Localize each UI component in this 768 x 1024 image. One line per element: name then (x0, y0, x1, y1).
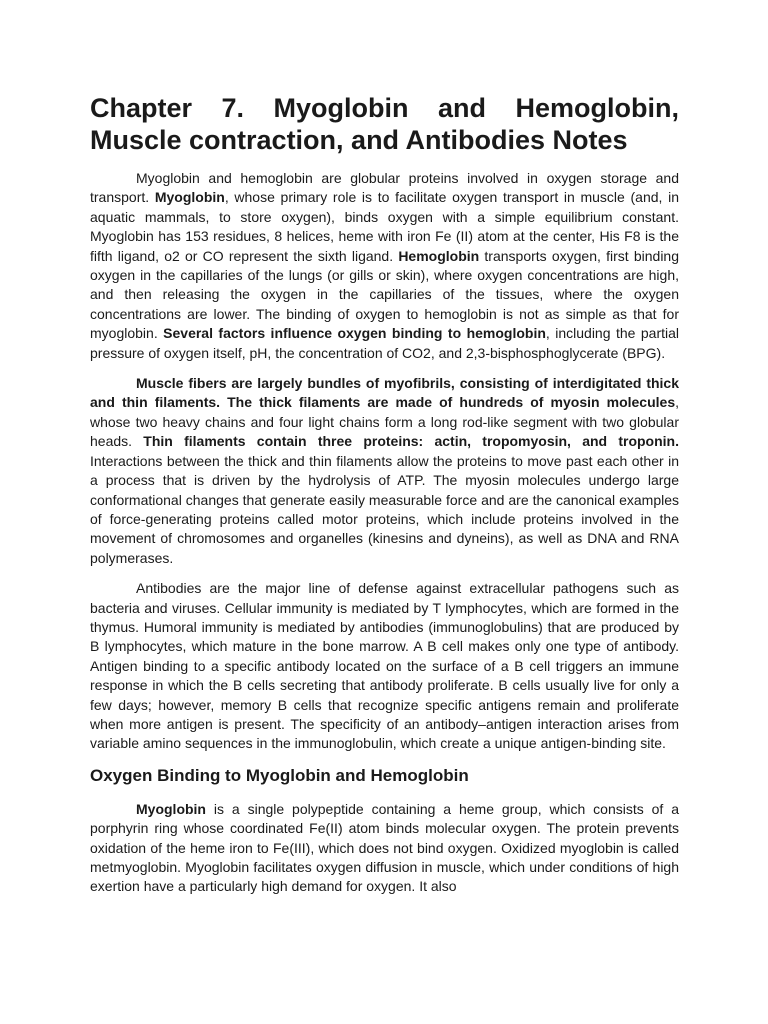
chapter-title: Chapter 7. Myoglobin and Hemoglobin, Muscle contraction, and Antibodies Notes (90, 93, 679, 155)
text-run: is a single polypeptide containing a heme group, which consists of a porphyrin ring whose coordinated Fe(II) atom binds molecular oxygen. The protein prevents oxidation of the heme iron to Fe(III), which does not bind oxygen. Oxidized myoglobin is called metmyoglobin. Myoglobin facilitates oxygen diffusion in muscle, which under conditions of high exertion have a particularly high demand for oxygen. It also (90, 800, 679, 895)
bold-term: Several factors influence oxygen binding to hemoglobin (163, 325, 546, 342)
text-run: Myoglobin and hemoglobin are globular proteins involved in oxygen storage and transport. (90, 170, 679, 206)
paragraph-antibodies: Antibodies are the major line of defense against extracellular pathogens such as bacteria and viruses. Cellular immunity is mediated by T lymphocytes, which are formed in the thymus. Humoral immunity is mediated by antibodies (immunoglobulins) that are produced by B lymphocytes, which mature in the bone marrow. A B cell makes only one type of antibody. Antigen binding to a specific antibody located on the surface of a B cell triggers an immune response in which the B cells secreting that antibody proliferate. B cells usually live for only a few days; however, memory B cells that recognize specific antigens remain and proliferate when more antigen is present. The specificity of an antibody–antigen interaction arises from variable amino sequences in the immunoglobulin, which create a unique antigen-binding site. (90, 580, 679, 752)
bold-term: Myoglobin (154, 189, 225, 206)
paragraph-muscle-fibers (90, 374, 679, 568)
bold-term: Myoglobin (136, 800, 206, 817)
text-run: , whose two heavy chains and four light chains form a long rod-like segment with two globular heads. (90, 394, 679, 450)
text-run: , whose primary role is to facilitate oxygen transport in muscle (and, in aquatic mammals, to store oxygen), binds oxygen with a simple equilibrium constant. Myoglobin has 153 residues, 8 helices, heme with iron Fe (II) atom at the center, His F8 is the fifth ligand, o2 or CO represent the sixth ligand. (90, 189, 679, 264)
text-run: Interactions between the thick and thin filaments allow the proteins to move past each other in a process that is driven by the hydrolysis of ATP. The myosin molecules undergo large conformational changes that generate easily measurable force and are the canonical examples of force-generating proteins called motor proteins, which include proteins involved in the movement of chromosomes and organelles (kinesins and dyneins), as well as DNA and RNA polymerases. (90, 452, 679, 566)
paragraph-myoglobin-structure (90, 800, 679, 897)
section-heading: Oxygen Binding to Myoglobin and Hemoglobin (90, 765, 469, 785)
bold-term: Hemoglobin (398, 247, 480, 264)
bold-term: Muscle fibers are largely bundles of myofibrils, consisting of interdigitated thick and thin filaments. The thick filaments are made of hundreds of myosin molecules (90, 375, 679, 411)
paragraph-myoglobin-hemoglobin (90, 169, 679, 363)
text-run: , including the partial pressure of oxygen itself, pH, the concentration of CO2, and 2,3-bisphosphoglycerate (BPG). (90, 325, 679, 361)
text-run: transports oxygen, first binding oxygen in the capillaries of the lungs (or gills or skin), where oxygen concentrations are high, and then releasing the oxygen in the capillaries of the tissues, where the oxygen concentrations are lower. The binding of oxygen to hemoglobin is not as simple as that for myoglobin. (90, 247, 679, 342)
bold-term: Thin filaments contain three proteins: actin, tropomyosin, and troponin. (143, 433, 679, 450)
